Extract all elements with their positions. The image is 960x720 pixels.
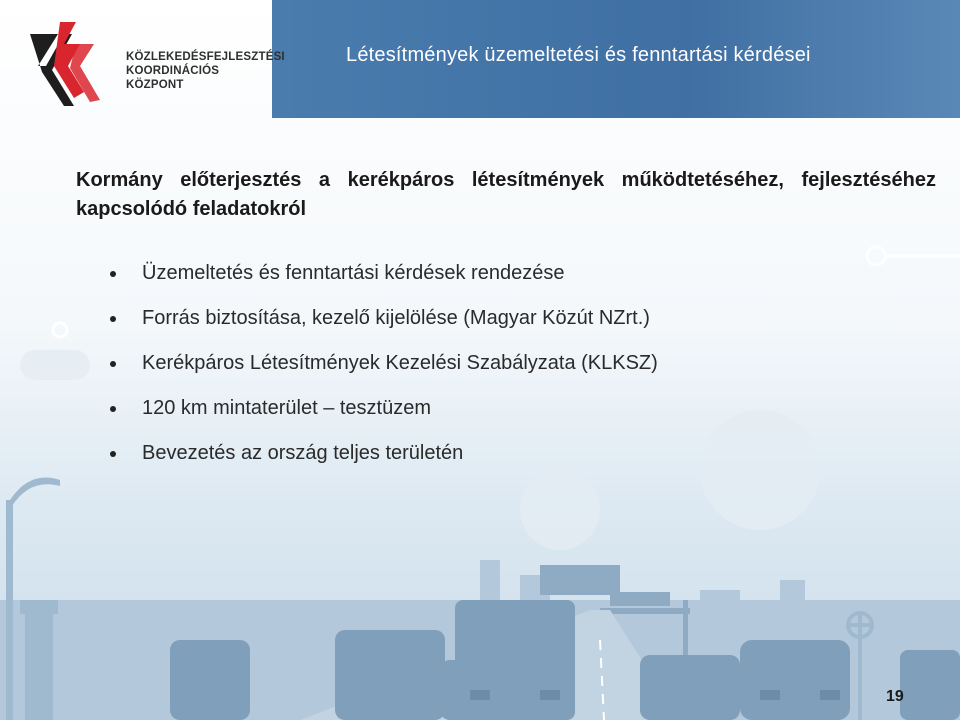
bullet-text: Bevezetés az ország teljes területén — [142, 442, 464, 464]
bullet-dot-icon — [110, 361, 116, 367]
bullet-dot-icon — [110, 406, 116, 412]
bullet-dot-icon — [110, 271, 116, 277]
kkk-logo-icon — [24, 14, 104, 106]
logo-line: KÖZLEKEDÉSFEJLESZTÉSI — [126, 51, 285, 63]
intro-paragraph: Kormány előterjesztés a kerékpáros létesítmények működtetéséhez, fejlesztéséhez kapcsolódó feladatokról — [76, 169, 936, 220]
logo-line: KÖZPONT — [126, 79, 184, 91]
bullet-text: Kerékpáros Létesítmények Kezelési Szabályzata (KLKSZ) — [142, 352, 658, 374]
logo-text — [126, 50, 285, 92]
bullet-dot-icon — [110, 451, 116, 457]
kkk-logo — [24, 14, 285, 106]
bullet-dot-icon — [110, 316, 116, 322]
logo-line: KOORDINÁCIÓS — [126, 65, 220, 77]
bullet-text: Forrás biztosítása, kezelő kijelölése (Magyar Közút NZrt.) — [142, 307, 650, 329]
header-title: Létesítmények üzemeltetési és fenntartási kérdései — [346, 44, 811, 66]
bullet-item — [110, 438, 658, 483]
bullet-item — [110, 348, 658, 393]
bullet-item — [110, 393, 658, 438]
bullet-text: Üzemeltetés és fenntartási kérdések rendezése — [142, 262, 565, 284]
bullet-list — [110, 258, 658, 483]
bullet-item — [110, 303, 658, 348]
page-number: 19 — [886, 688, 904, 705]
bullet-item — [110, 258, 658, 303]
bullet-text: 120 km mintaterület – tesztüzem — [142, 397, 432, 419]
